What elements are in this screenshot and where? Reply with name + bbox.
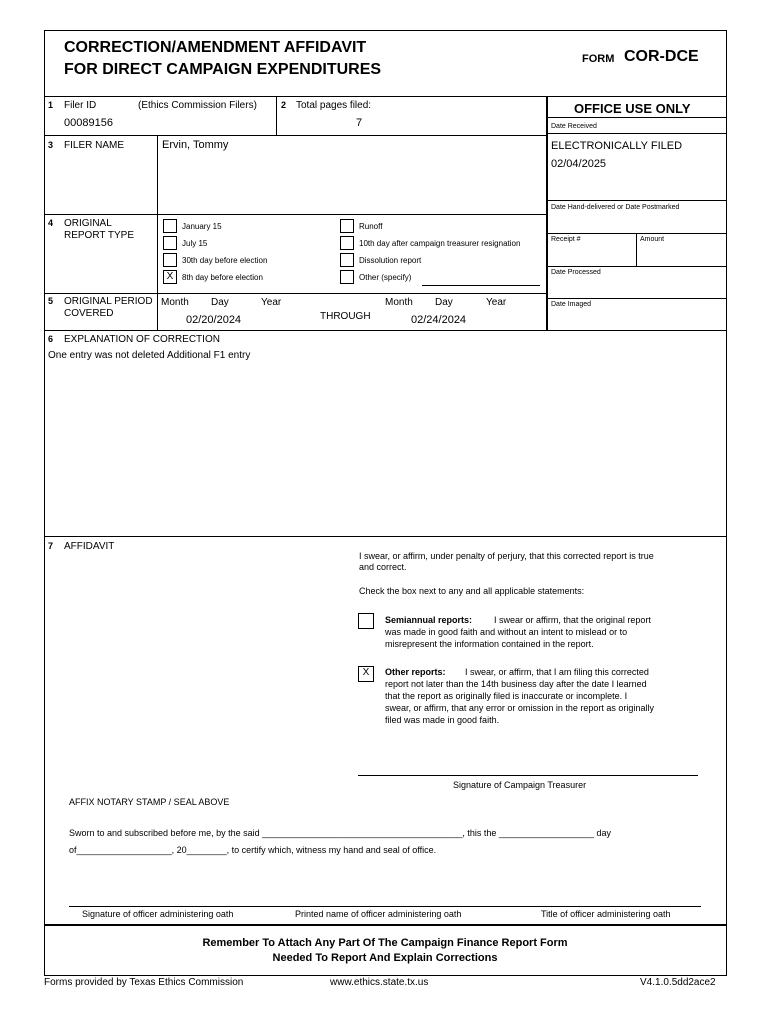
other-specify-line[interactable] [422,285,540,286]
divider [157,135,158,214]
section-number: 5 [48,296,54,306]
other-reports-text: that the report as originally filed is inaccurate or incomplete. I [385,691,628,701]
divider [546,96,548,330]
sworn-text: Sworn to and subscribed before me, by the said ________________________________________, this the ___________________ day [69,828,611,838]
officer-title-label: Title of officer administering oath [541,909,671,919]
swear-text: I swear, or affirm, under penalty of perjury, that this corrected report is true [359,551,654,561]
checkbox-dissolution[interactable] [340,253,354,267]
year-header: Year [486,297,507,308]
option-label: 30th day before election [182,256,268,265]
checkbox-8th-day[interactable]: X [163,270,177,284]
divider [276,96,277,135]
divider [636,233,637,266]
option-label: 10th day after campaign treasurer resignation [359,239,521,248]
officer-printed-name-label: Printed name of officer administering oath [295,909,462,919]
date-processed-label: Date Processed [551,269,601,276]
through-label: THROUGH [320,311,371,322]
checkbox-other[interactable] [340,270,354,284]
option-label: January 15 [182,222,222,231]
day-header: Day [211,297,229,308]
other-reports-title: Other reports: [385,667,446,677]
semiannual-text: misrepresent the information contained in the report. [385,639,594,649]
period-label: ORIGINAL PERIOD [64,296,153,307]
checkbox-runoff[interactable] [340,219,354,233]
period-from-date: 02/20/2024 [186,314,242,326]
explanation-label: EXPLANATION OF CORRECTION [64,334,220,345]
divider [546,133,726,134]
divider [44,293,546,294]
divider [546,298,726,299]
filing-status: ELECTRONICALLY FILED [551,140,683,152]
period-label: COVERED [64,308,114,319]
date-imaged-label: Date Imaged [551,301,592,308]
option-label: Dissolution report [359,256,422,265]
section-number: 3 [48,140,54,150]
hand-delivered-label: Date Hand-delivered or Date Postmarked [551,204,680,211]
month-header: Month [161,297,189,308]
form-title-line1: CORRECTION/AMENDMENT AFFIDAVIT [64,39,367,56]
filer-id-label: Filer ID [64,100,97,111]
checkbox-other-reports[interactable]: X [358,666,374,682]
footer-provider: Forms provided by Texas Ethics Commission [44,977,244,988]
filer-name-value: Ervin, Tommy [162,139,229,151]
checkbox-january-15[interactable] [163,219,177,233]
other-reports-text: I swear, or affirm, that I am filing this corrected [465,667,649,677]
divider [44,924,726,926]
filer-name-label: FILER NAME [64,140,125,151]
other-reports-text: report not later than the 14th business day after the date I learned [385,679,647,689]
other-reports-text: swear, or affirm, that any error or omission in the report as originally [385,703,654,713]
divider [44,536,726,537]
other-reports-text: filed was made in good faith. [385,715,500,725]
divider [44,330,726,331]
reminder-text: Needed To Report And Explain Corrections [272,952,498,964]
form-title-line2: FOR DIRECT CAMPAIGN EXPENDITURES [64,61,382,78]
divider [44,214,546,215]
footer-version: V4.1.0.5dd2ace2 [640,977,716,988]
total-pages-label: Total pages filed: [296,100,372,111]
divider [546,200,726,201]
semiannual-title: Semiannual reports: [385,615,473,625]
divider [44,96,726,97]
swear-text: and correct. [359,562,407,572]
affidavit-label: AFFIDAVIT [64,541,115,552]
divider [546,117,726,118]
filer-id-value: 00089156 [64,117,113,129]
form-code-prefix: FORM [582,53,615,65]
filing-date: 02/04/2025 [551,158,607,170]
checkbox-10th-day-after[interactable] [340,236,354,250]
month-header: Month [385,297,413,308]
option-label: July 15 [182,239,208,248]
option-label: 8th day before election [182,273,263,282]
section-number: 2 [281,100,287,110]
option-label: Other (specify) [359,273,412,282]
check-note: Check the box next to any and all applicable statements: [359,586,585,596]
office-use-title: OFFICE USE ONLY [574,101,691,116]
divider [546,266,726,267]
period-to-date: 02/24/2024 [411,314,467,326]
divider [157,293,158,330]
officer-signature-line[interactable] [69,906,701,907]
section-number: 1 [48,100,54,110]
section-number: 6 [48,334,54,344]
form-code: COR-DCE [624,48,699,65]
explanation-text: One entry was not deleted Additional F1 entry [48,350,251,361]
officer-signature-label: Signature of officer administering oath [82,909,234,919]
checkbox-semiannual[interactable] [358,613,374,629]
divider [157,214,158,293]
checkbox-30th-day[interactable] [163,253,177,267]
year-header: Year [261,297,282,308]
treasurer-signature-label: Signature of Campaign Treasurer [453,780,587,790]
receipt-label: Receipt # [551,236,581,243]
total-pages-value: 7 [356,117,363,129]
semiannual-text: I swear or affirm, that the original report [494,615,651,625]
footer-url[interactable]: www.ethics.state.tx.us [330,977,429,988]
date-received-label: Date Received [551,123,597,130]
checkbox-july-15[interactable] [163,236,177,250]
semiannual-text: was made in good faith and without an intent to mislead or to [385,627,628,637]
section-number: 4 [48,218,54,228]
report-type-label: ORIGINAL [64,218,112,229]
treasurer-signature-line[interactable] [358,775,698,776]
option-label: Runoff [359,222,383,231]
filer-id-note: (Ethics Commission Filers) [138,100,257,111]
report-type-label: REPORT TYPE [64,230,135,241]
notary-label: AFFIX NOTARY STAMP / SEAL ABOVE [69,797,230,807]
amount-label: Amount [640,236,665,243]
sworn-text: of___________________, 20________, to certify which, witness my hand and seal of office. [69,845,437,855]
day-header: Day [435,297,453,308]
reminder-text: Remember To Attach Any Part Of The Campaign Finance Report Form [202,937,568,949]
divider [44,135,546,136]
section-number: 7 [48,541,54,551]
